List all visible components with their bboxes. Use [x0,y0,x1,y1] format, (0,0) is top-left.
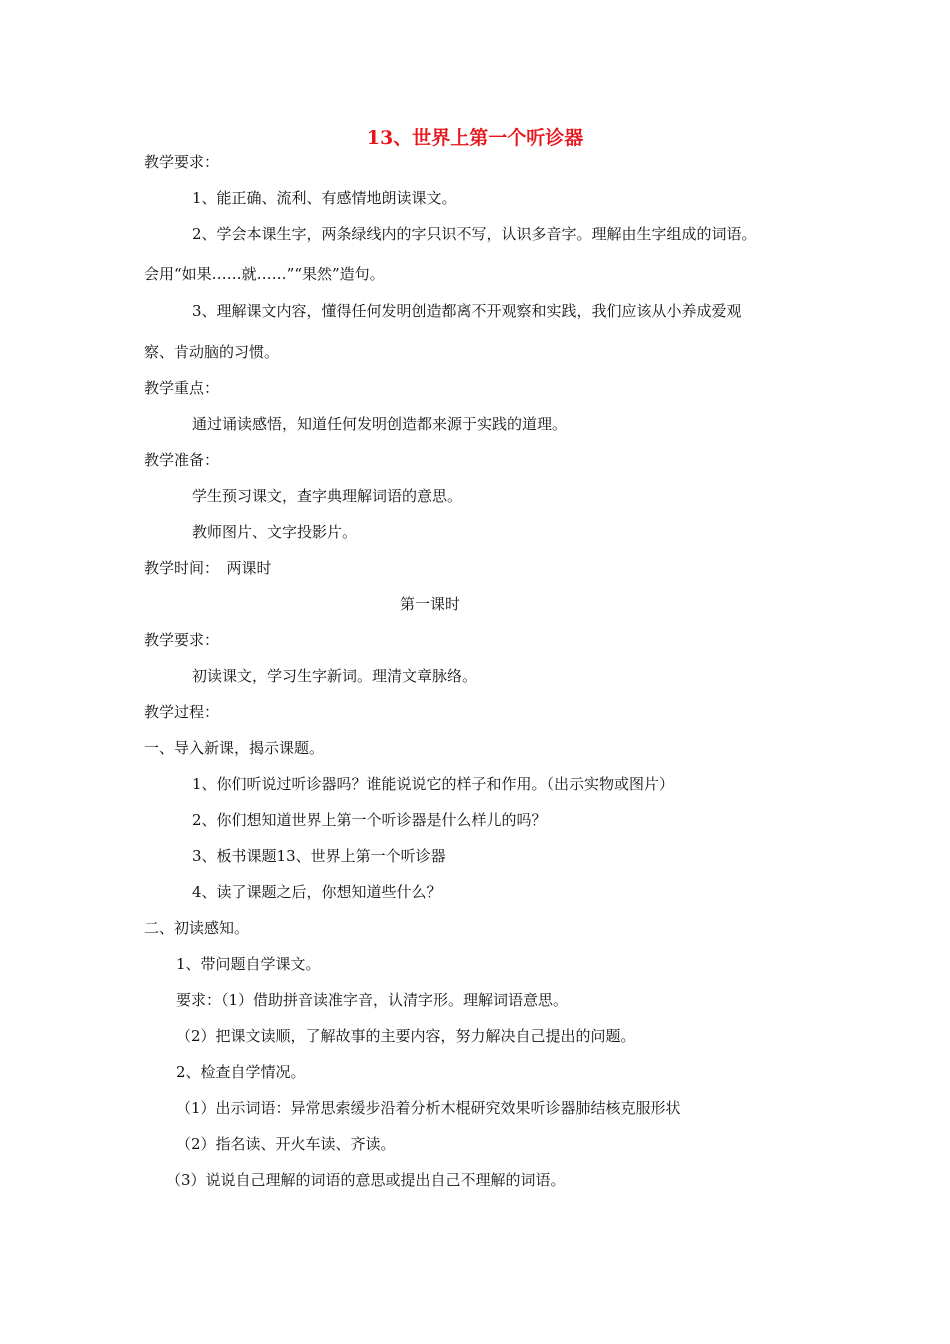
section-heading-key-points: 教学重点： [144,379,220,397]
paragraph: 2、学会本课生字，两条绿线内的字只识不写，认识多音字。理解由生字组成的词语。 [192,225,757,243]
paragraph: 2、检查自学情况。 [176,1063,306,1081]
paragraph: （2）把课文读顺，了解故事的主要内容，努力解决自己提出的问题。 [176,1027,636,1045]
paragraph: 4、读了课题之后，你想知道些什么？ [192,883,442,901]
paragraph: 要求：（1）借助拼音读准字音，认清字形。理解词语意思。 [176,991,569,1009]
section-heading-preparation: 教学准备： [144,451,220,469]
section-heading-process: 教学过程： [144,703,220,721]
paragraph: （3）说说自己理解的词语的意思或提出自己不理解的词语。 [166,1171,566,1189]
paragraph: 1、能正确、流利、有感情地朗读课文。 [192,189,457,207]
paragraph: 察、肯动脑的习惯。 [144,343,280,361]
document-title: 13、世界上第一个听诊器 [366,127,584,149]
paragraph: 会用“如果……就……”“果然”造句。 [144,265,385,283]
section-heading-requirements: 教学要求： [144,153,220,171]
paragraph: 初读课文，学习生字新词。理清文章脉络。 [192,667,478,685]
paragraph: 通过诵读感悟，知道任何发明创造都来源于实践的道理。 [192,415,568,433]
paragraph: 3、理解课文内容，懂得任何发明创造都离不开观察和实践，我们应该从小养成爱观 [192,302,742,320]
paragraph: 教师图片、文字投影片。 [192,523,358,541]
section-heading-time: 教学时间： 两课时 [144,559,272,577]
section-heading-requirements: 教学要求： [144,631,220,649]
lesson-heading: 第一课时 [399,595,460,613]
subsection-heading: 一、导入新课，揭示课题。 [144,739,325,757]
paragraph: （1）出示词语：异常思索缓步沿着分析木棍研究效果听诊器肺结核克服形状 [176,1099,681,1117]
paragraph: 1、你们听说过听诊器吗？谁能说说它的样子和作用。（出示实物或图片） [192,775,675,793]
paragraph: 1、带问题自学课文。 [176,955,321,973]
paragraph: 2、你们想知道世界上第一个听诊器是什么样儿的吗？ [192,811,547,829]
paragraph: 学生预习课文，查字典理解词语的意思。 [192,487,463,505]
subsection-heading: 二、初读感知。 [144,919,250,937]
paragraph: （2）指名读、开火车读、齐读。 [176,1135,396,1153]
paragraph: 3、板书课题13、世界上第一个听诊器 [192,847,446,865]
